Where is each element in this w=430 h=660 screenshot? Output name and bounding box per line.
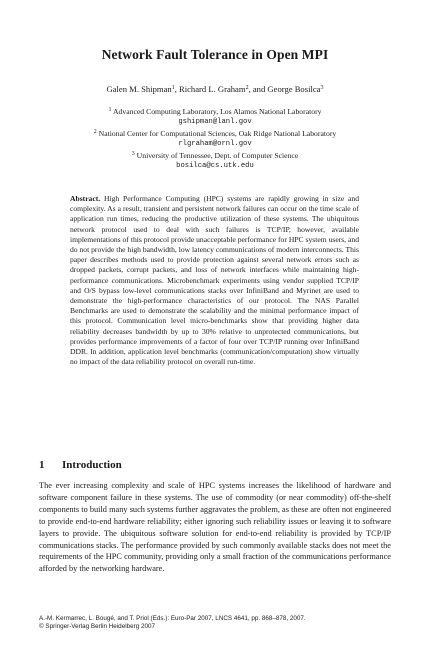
- abstract: [70, 194, 359, 367]
- author-affil-mark: 1: [171, 85, 175, 91]
- author-separator: , and: [248, 84, 268, 94]
- paper-title: Network Fault Tolerance in Open MPI: [101, 47, 329, 62]
- author-separator: ,: [174, 84, 179, 94]
- author-name: Richard L. Graham: [178, 84, 246, 94]
- author-affil-mark: 3: [320, 85, 324, 91]
- affiliation-email: gshipman@lanl.gov: [178, 118, 252, 127]
- affiliation-line: [0, 150, 430, 161]
- footer-copyright: © Springer-Verlag Berlin Heidelberg 2007: [39, 623, 155, 631]
- section-title: Introduction: [62, 459, 122, 471]
- footer-citation: A.-M. Kermarrec, L. Bougé, and T. Priol (Eds.): Euro-Par 2007, LNCS 4641, pp. 868–878, 2007.: [39, 615, 306, 622]
- affiliation-block: [0, 106, 430, 173]
- affiliation-email: rlgraham@ornl.gov: [178, 140, 252, 149]
- affiliation-mark: 3: [131, 151, 135, 158]
- affiliation-email: bosilca@cs.utk.edu: [176, 162, 254, 171]
- intro-paragraph: The ever increasing complexity and scale of HPC systems increases the likelihood of hardware and software component failure in these systems. The use of commodity (or near commodity) off-the-shelf components to build many such systems further aggravates the problem, as these are often not engineered to provide end-to-end hardware reliability; either ignoring such reliability issues or leaving it to software layers to provide. The ubiquitous software solution for end-to-end reliability is provided by TCP/IP communications stacks. The performance provided by such commonly available stacks does not meet the requirements of the HPC community, providing only a small fraction of the communications performance afforded by the networking hardware.: [39, 481, 391, 574]
- author-name: Galen M. Shipman: [106, 84, 172, 94]
- abstract-label: Abstract.: [70, 194, 101, 203]
- section-number: 1: [39, 459, 45, 471]
- author-name: George Bosilca: [267, 84, 321, 94]
- affiliation-mark: 2: [93, 129, 97, 136]
- affiliation-mark: 1: [108, 107, 112, 113]
- affiliation-line: [0, 128, 430, 139]
- author-affil-mark: 2: [245, 85, 249, 91]
- affiliation-line: [0, 106, 430, 117]
- author-list: [0, 84, 430, 94]
- affiliation-name: Advanced Computing Laboratory, Los Alamos National Laboratory: [112, 107, 322, 116]
- affiliation-name: University of Tennessee, Dept. of Computer Science: [136, 151, 299, 161]
- abstract-text: High Performance Computing (HPC) systems are rapidly growing in size and complexity. As a result, transient and persistent network failures can occur on the time scale of application run times, reducing the productive utilization of these systems. The ubiquitous network protocol used to deal with such failures is TCP/IP, however, available implementations of this protocol provide unacceptable performance for HPC system users, and do not provide the high bandwidth, low latency communications of modern interconnects. This paper describes methods used to provide protection against several network errors such as dropped packets, corrupt packets, and loss of network interfaces while maintaining high-performance communications. Microbenchmark experiments using vendor supplied TCP/IP and O/S bypass low-level communications stacks over InfiniBand and Myrinet are used to demonstrate the high-performance characteristics of our protocol. The NAS Parallel Benchmarks are used to demonstrate the scalability and the minimal performance impact of this protocol. Communication level micro-benchmarks show that providing higher data reliability decreases bandwidth by up to 30% relative to unprotected communications, but provides performance improvements of a factor of four over TCP/IP running over InfiniBand DDR. In addition, application level benchmarks (communication/computation) show virtually no impact of the data reliability protocol on overall run-time.: [70, 194, 359, 367]
- section-heading: [39, 459, 122, 471]
- affiliation-name: National Center for Computational Sciences, Oak Ridge National Laboratory: [98, 129, 337, 139]
- page-footer: [39, 615, 306, 632]
